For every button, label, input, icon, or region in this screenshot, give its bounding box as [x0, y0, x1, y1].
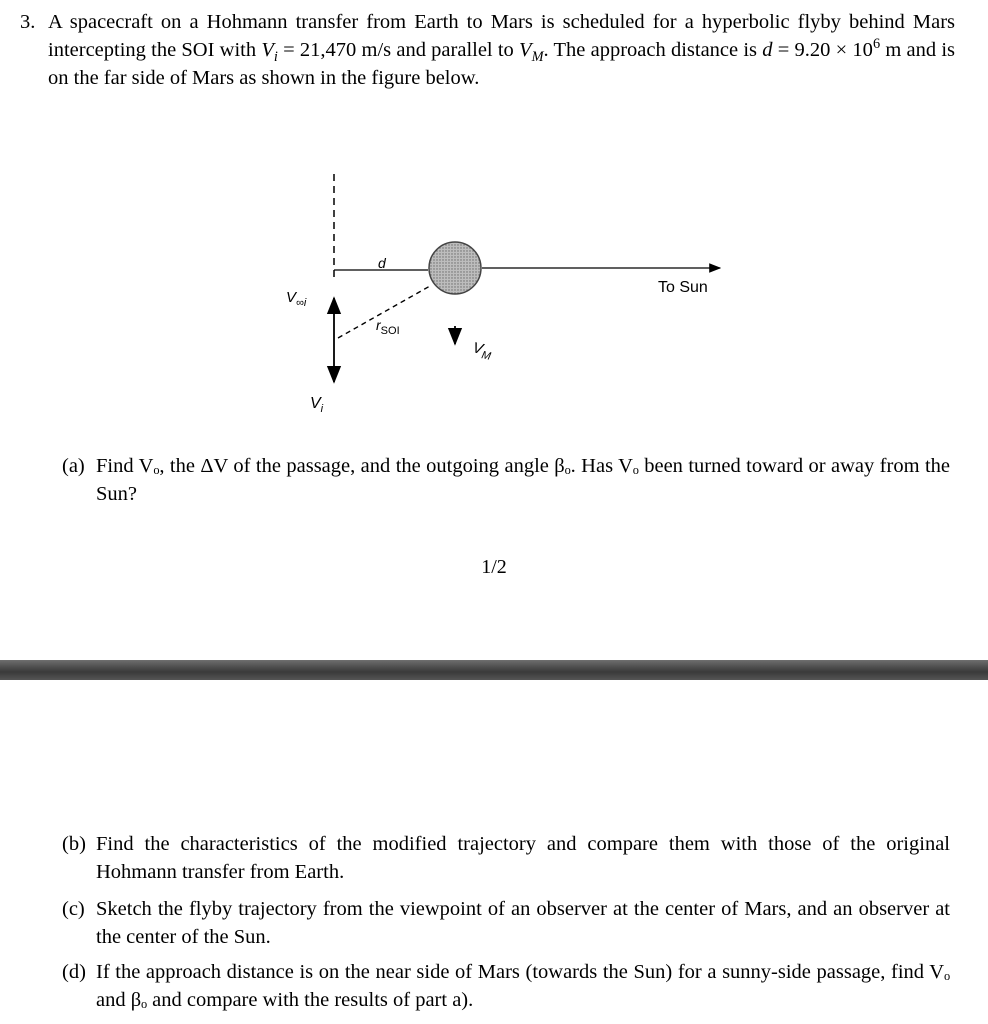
label-vm: $V_M$	[471, 339, 492, 363]
document-page-2	[0, 680, 988, 1024]
problem-text: A spacecraft on a Hohmann transfer from Earth to Mars is scheduled for a hyperbolic flyby behind Mars intercepting the SOI with $V_i = 21,470$ m/s and parallel to $V_M$. The approach distance is $d = 9.20 \times 10^6$ m and is on the far side of Mars as shown in the figure below.	[48, 11, 956, 89]
label-to-sun: To Sun	[658, 279, 708, 296]
page-number: 1/2	[481, 556, 507, 578]
problem-number: 3.	[20, 11, 36, 33]
part-c: (c) Sketch the flyby trajectory from the viewpoint of an observer at the center of Mars, and an observer at the center of the Sun.	[62, 898, 950, 948]
label-d: d	[378, 255, 386, 271]
part-a: (a) Find Vₒ, the ΔV of the passage, and the outgoing angle βₒ. Has Vₒ been turned toward or away from the Sun?	[62, 455, 950, 505]
flyby-diagram	[250, 160, 750, 430]
page-separator	[0, 660, 988, 680]
mars-planet	[429, 242, 481, 294]
label-rsoi: $r_{SOI}$	[376, 317, 400, 337]
label-vinf: $V_{\infty i}$	[286, 289, 307, 309]
part-b: (b) Find the characteristics of the modified trajectory and compare them with those of the original Hohmann transfer from Earth.	[62, 833, 950, 883]
problem-statement	[20, 8, 955, 92]
label-vi: $V_i$	[310, 395, 324, 415]
part-d: (d) If the approach distance is on the near side of Mars (towards the Sun) for a sunny-side passage, find Vₒ and βₒ and compare with the results of part a).	[62, 961, 950, 1011]
